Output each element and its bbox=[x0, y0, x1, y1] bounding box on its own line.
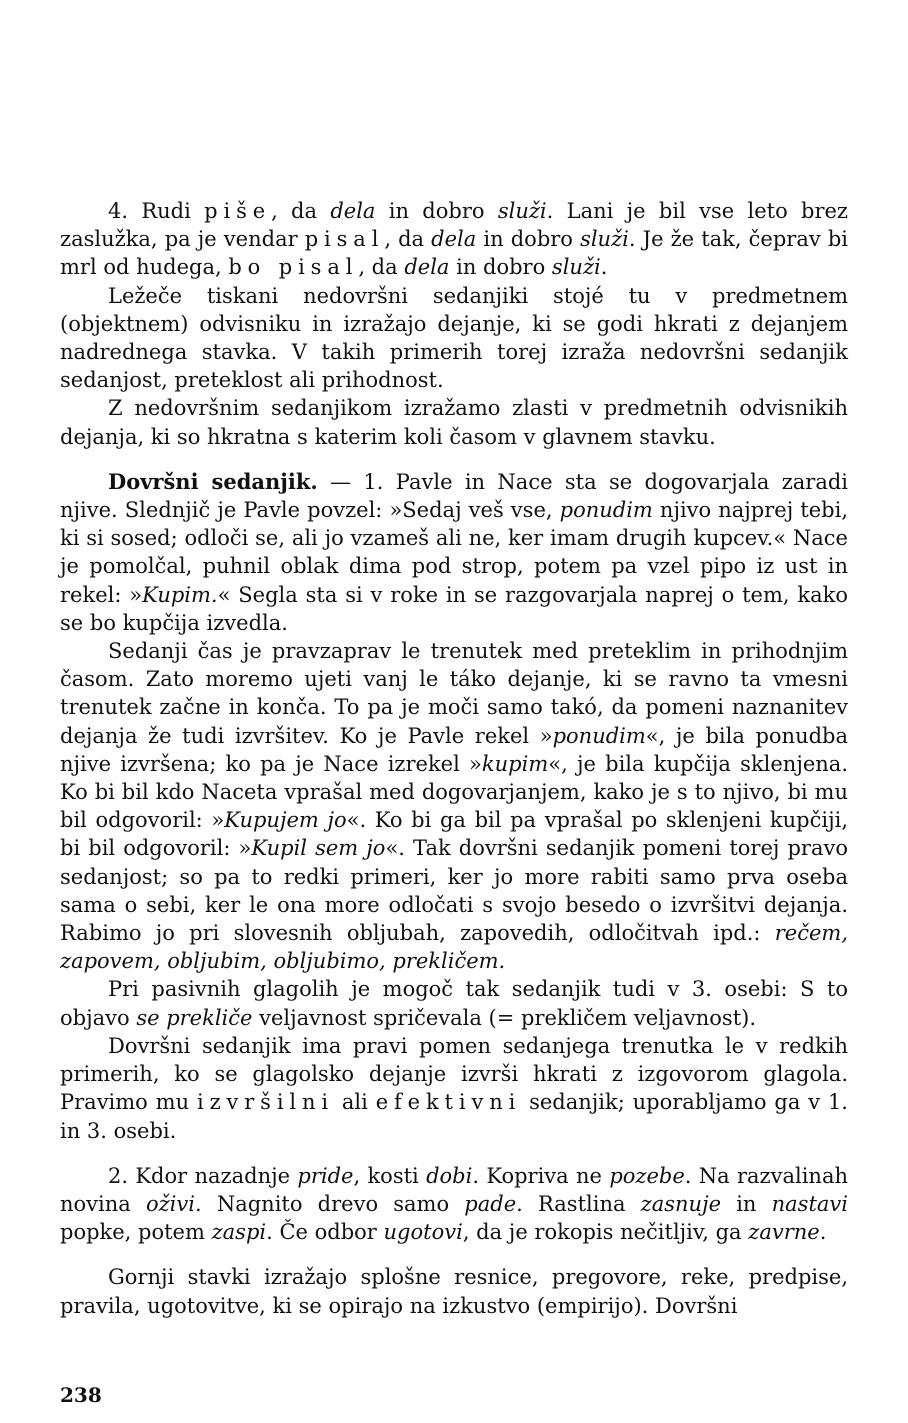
paragraph-passive: Pri pasivnih glagolih je mogoč tak sedanjik tudi v 3. osebi: S to objavo se prekliče veljavnost spričevala (= prekličem veljavnost). bbox=[60, 977, 848, 1030]
paragraph-present-moment: Sedanji čas je pravzaprav le trenutek med preteklim in prihodnjim časom. Zato moremo ujeti vanj le táko dejanje, ki se ravno ta vmesni trenutek začne in konča. To pa je moči samo takó, da pomeni naznanitev dejanja že tudi izvršitev. Ko je Pavle rekel »ponudim«, je bila ponudba njive izvršena; ko pa je Nace izrekel »kupim«, je bila kupčija sklenjena. Ko bi bil kdo Naceta vprašal med dogovarjanjem, kako je s to njivo, bi mu bil odgovoril: »Kupujem jo«. Ko bi ga bil pa vprašal po sklenjeni kupčiji, bi bil odgovoril: »Kupil sem jo«. Tak dovršni sedanjik pomeni torej pravo sedanjost; so pa to redki primeri, ker jo more rabiti samo prva oseba sama o sebi, ker le ona more odločati s svojo besedo o izvršitvi dejanja. Rabimo jo pri slovesnih obljubah, zapovedih, odločitvah ipd.: rečem, zapovem, obljubim, obljubimo, prekličem. bbox=[60, 639, 849, 974]
paragraph-example-2: 2. Kdor nazadnje pride, kosti dobi. Kopriva ne pozebe. Na razvalinah novina oživi. Nagnito drevo samo pade. Rastlina zasnuje in nastavi popke, potem zaspi. Če odbor ugotovi, da je rokopis nečitljiv, ga zavrne. bbox=[60, 1163, 848, 1245]
page-number: 238 bbox=[60, 1383, 102, 1407]
paragraph-explanation-1: Ležeče tiskani nedovršni sedanjiki stojé tu v predmetnem (objektnem) odvisniku in izražajo dejanje, ki se godi hkrati z dejanjem nadrednega stavka. V takih primerih torej izraža nedovršni sedanjik sedanjost, preteklost ali prihodnost. bbox=[60, 283, 848, 393]
paragraph-general-truths: Gornji stavki izražajo splošne resnice, pregovore, reke, predpise, pravila, ugotovitve, ki se opirajo na izkustvo (empirijo). Dovršni bbox=[60, 1265, 848, 1318]
paragraph-example-1: 4. Rudi piše, da dela in dobro služi. Lani je bil vse leto brez zaslužka, pa je vendar pisal, da dela in dobro služi. Je že tak, čeprav bi mrl od hudega, bo pisal, da dela in dobro služi. bbox=[60, 199, 849, 280]
page-body bbox=[60, 197, 848, 1320]
paragraph-perfective-present: Dovršni sedanjik. — 1. Pavle in Nace sta se dogovarjala zaradi njive. Slednjič je Pavle povzel: »Sedaj veš vse, ponudim njivo najprej tebi, ki si sosed; odloči se, ali jo vzameš ali ne, ker imam drugih kupcev.« Nace je pomolčal, puhnil oblak dima pod strop, potem pa vzel pipo iz ust in rekel: »Kupim.« Segla sta si v roke in se razgovarjala naprej o tem, kako se bo kupčija izvedla. bbox=[60, 468, 848, 635]
paragraph-explanation-2: Z nedovršnim sedanjikom izražamo zlasti v predmetnih odvisnikih dejanja, ki so hkratna s katerim koli časom v glavnem stavku. bbox=[60, 396, 848, 449]
paragraph-effective-present: Dovršni sedanjik ima pravi pomen sedanjega trenutka le v redkih primerih, ko se glagolsko dejanje izvrši hkrati z izgovorom glagola. Pravimo mu izvršilni ali efektivni sedanjik; uporabljamo ga v 1. in 3. osebi. bbox=[60, 1033, 848, 1143]
section-heading: Dovršni sedanjik. bbox=[108, 468, 318, 494]
